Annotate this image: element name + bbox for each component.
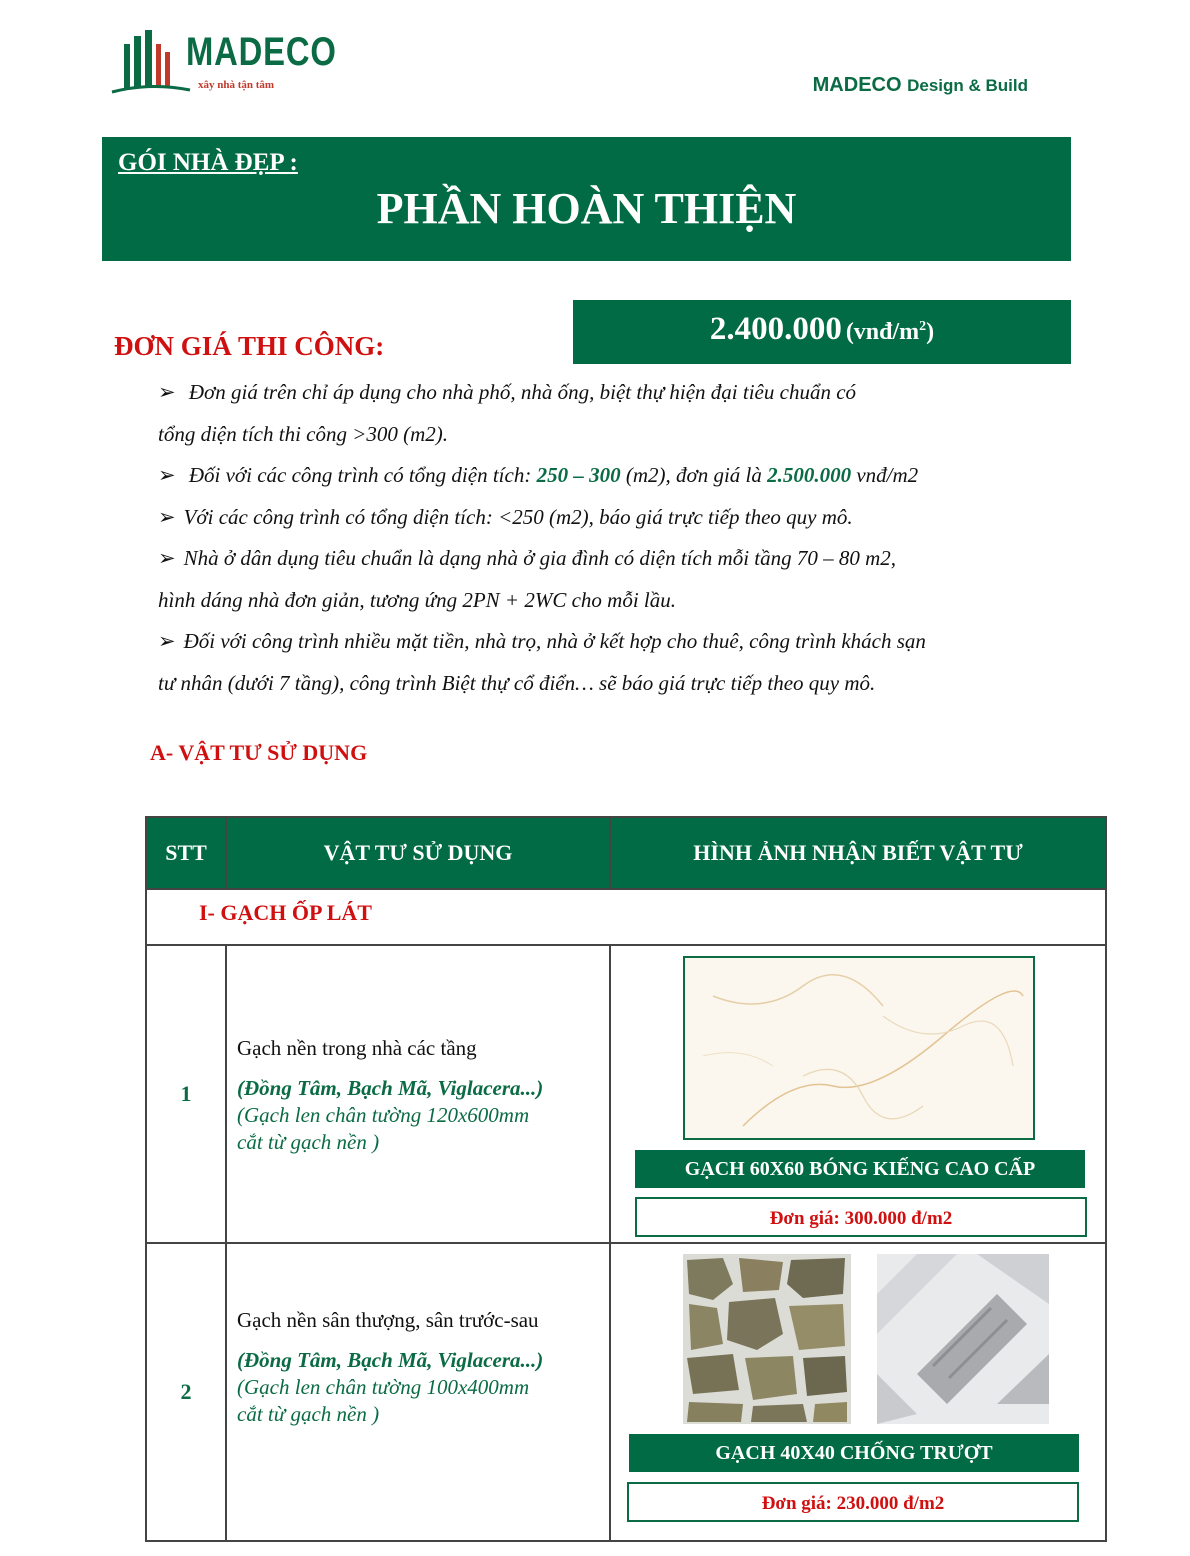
arrow-icon: ➢	[158, 380, 176, 404]
price-box	[573, 300, 1071, 364]
arrow-icon: ➢	[158, 463, 176, 487]
note-5-text: Đối với công trình nhiều mặt tiền, nhà trọ, nhà ở kết hợp cho thuê, công trình khách sạn	[183, 629, 926, 653]
row-1-product-price: Đơn giá: 300.000 đ/m2	[635, 1197, 1087, 1237]
note-4-text: Nhà ở dân dụng tiêu chuẩn là dạng nhà ở gia đình có diện tích mỗi tầng 70 – 80 m2,	[183, 546, 897, 570]
group-row	[145, 888, 1107, 946]
note-1	[158, 380, 856, 405]
logo-wordmark: MADECO	[186, 30, 337, 74]
materials-table	[145, 816, 1107, 1556]
row-1-extra	[237, 1102, 529, 1156]
price-unit-suffix: )	[926, 319, 935, 345]
price-label: ĐƠN GIÁ THI CÔNG:	[114, 331, 385, 361]
note-2-price: 2.500.000	[767, 463, 852, 487]
note-4	[158, 546, 896, 571]
company-name	[813, 74, 1028, 97]
row-2-extra-line2: cắt từ gạch nền )	[237, 1402, 380, 1426]
row-2-product-title: GẠCH 40X40 CHỐNG TRƯỢT	[629, 1434, 1079, 1472]
row-2-product-price: Đơn giá: 230.000 đ/m2	[627, 1482, 1079, 1522]
company-tagline: Design & Build	[907, 76, 1028, 95]
row-1-name: Gạch nền trong nhà các tầng	[237, 1036, 477, 1060]
header-image: HÌNH ẢNH NHẬN BIẾT VẬT TƯ	[609, 816, 1107, 890]
note-1-cont: tổng diện tích thi công >300 (m2).	[158, 422, 449, 446]
stone-tile-image	[683, 1254, 851, 1424]
note-5-cont: tư nhân (dưới 7 tầng), công trình Biệt thự cổ điển… sẽ báo giá trực tiếp theo quy mô.	[158, 671, 876, 695]
title-banner	[102, 137, 1071, 261]
marble-tile-image	[683, 956, 1035, 1140]
row-2-brand: (Đồng Tâm, Bạch Mã, Viglacera...)	[237, 1348, 544, 1372]
note-2-text-c: vnđ/m2	[851, 463, 919, 487]
header-stt: STT	[145, 816, 227, 890]
header-material: VẬT TƯ SỬ DỤNG	[225, 816, 611, 890]
row-2-extra-line1: (Gạch len chân tường 100x400mm	[237, 1375, 530, 1399]
note-5	[158, 629, 926, 654]
row-1-image-cell	[609, 944, 1107, 1244]
row-2-extra	[237, 1374, 529, 1428]
note-2-range: 250 – 300	[536, 463, 621, 487]
company-brand: MADECO	[812, 74, 902, 96]
row-1-stt: 1	[145, 944, 227, 1244]
price-value: 2.400.000	[709, 311, 842, 347]
price-unit-prefix: (vnđ/m	[845, 319, 920, 345]
arrow-icon: ➢	[158, 505, 176, 529]
arrow-icon: ➢	[158, 629, 176, 653]
row-1-desc	[225, 944, 611, 1244]
arrow-icon: ➢	[158, 546, 176, 570]
row-2-stt: 2	[145, 1242, 227, 1542]
note-2	[158, 463, 918, 488]
row-1-extra-line2: cắt từ gạch nền )	[237, 1130, 380, 1154]
row-2-name: Gạch nền sân thượng, sân trước-sau	[237, 1308, 539, 1332]
logo-slogan: xây nhà tận tâm	[198, 79, 275, 91]
note-4-cont: hình dáng nhà đơn giản, tương ứng 2PN + 2WC cho mỗi lầu.	[158, 588, 676, 612]
row-2-image-cell	[609, 1242, 1107, 1542]
group-title: I- GẠCH ỐP LÁT	[199, 900, 372, 925]
note-1-text: Đơn giá trên chỉ áp dụng cho nhà phố, nhà ống, biệt thự hiện đại tiêu chuẩn có	[188, 380, 857, 404]
row-1-extra-line1: (Gạch len chân tường 120x600mm	[237, 1103, 530, 1127]
note-3	[158, 505, 853, 530]
note-2-text-b: (m2), đơn giá là	[620, 463, 768, 487]
package-label: GÓI NHÀ ĐẸP :	[118, 149, 298, 176]
page-title: PHẦN HOÀN THIỆN	[376, 184, 797, 233]
herringbone-tile-image	[877, 1254, 1049, 1424]
note-2-text-a: Đối với các công trình có tổng diện tích:	[188, 463, 537, 487]
row-1-brand: (Đồng Tâm, Bạch Mã, Viglacera...)	[237, 1076, 544, 1100]
row-2-desc	[225, 1242, 611, 1542]
row-1-product-title: GẠCH 60X60 BÓNG KIẾNG CAO CẤP	[635, 1150, 1085, 1188]
section-heading: A- VẬT TƯ SỬ DỤNG	[150, 740, 368, 765]
note-3-text: Với các công trình có tổng diện tích: <250 (m2), báo giá trực tiếp theo quy mô.	[183, 505, 853, 529]
price-unit	[846, 319, 934, 345]
price-unit-sup: 2	[919, 319, 927, 334]
